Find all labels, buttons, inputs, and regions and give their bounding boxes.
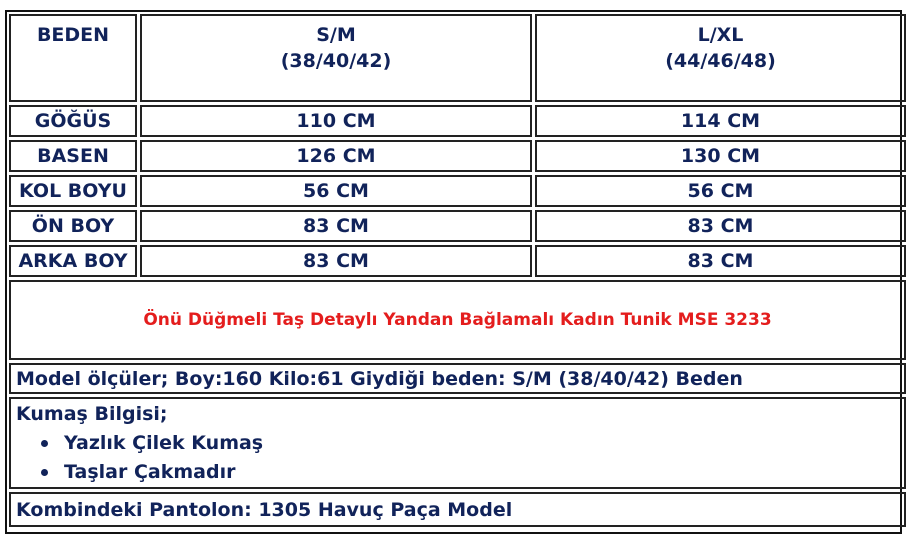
size-chart-table <box>6 11 908 530</box>
bullet-icon <box>41 469 48 476</box>
combo-info: Kombindeki Pantolon: 1305 Havuç Paça Model <box>9 492 906 527</box>
fabric-info-row <box>9 397 906 489</box>
model-info-row <box>9 363 906 394</box>
list-item <box>16 429 904 458</box>
row-label: ARKA BOY <box>9 245 137 277</box>
row-value-lxl: 56 CM <box>535 175 906 207</box>
size-header-lxl-line1: L/XL <box>697 24 744 46</box>
row-label: KOL BOYU <box>9 175 137 207</box>
size-header-sm <box>140 14 532 102</box>
row-value-sm: 110 CM <box>140 105 532 137</box>
size-header-label: BEDEN <box>9 14 137 102</box>
size-header-lxl-line2: (44/46/48) <box>665 50 776 72</box>
row-value-lxl: 114 CM <box>535 105 906 137</box>
product-title: Önü Düğmeli Taş Detaylı Yandan Bağlamalı Kadın Tunik MSE 3233 <box>9 280 906 360</box>
product-title-row <box>9 280 906 360</box>
fabric-info <box>9 397 906 489</box>
row-label: ÖN BOY <box>9 210 137 242</box>
size-header-sm-line1: S/M <box>316 24 356 46</box>
model-info: Model ölçüler; Boy:160 Kilo:61 Giydiği beden: S/M (38/40/42) Beden <box>9 363 906 394</box>
list-item <box>16 458 904 487</box>
fabric-list <box>16 429 904 487</box>
bullet-icon <box>41 440 48 447</box>
row-value-sm: 56 CM <box>140 175 532 207</box>
row-value-lxl: 83 CM <box>535 210 906 242</box>
header-row <box>9 14 906 102</box>
table-row <box>9 175 906 207</box>
row-value-lxl: 130 CM <box>535 140 906 172</box>
fabric-item-text: Taşlar Çakmadır <box>64 461 236 483</box>
table-row <box>9 105 906 137</box>
table-row <box>9 245 906 277</box>
table-row <box>9 140 906 172</box>
row-value-sm: 83 CM <box>140 245 532 277</box>
row-label: BASEN <box>9 140 137 172</box>
row-label: GÖĞÜS <box>9 105 137 137</box>
fabric-item-text: Yazlık Çilek Kumaş <box>64 432 264 454</box>
fabric-heading: Kumaş Bilgisi; <box>16 403 168 425</box>
row-value-lxl: 83 CM <box>535 245 906 277</box>
row-value-sm: 126 CM <box>140 140 532 172</box>
row-value-sm: 83 CM <box>140 210 532 242</box>
table-row <box>9 210 906 242</box>
combo-info-row <box>9 492 906 527</box>
size-header-lxl <box>535 14 906 102</box>
size-header-sm-line2: (38/40/42) <box>280 50 392 72</box>
